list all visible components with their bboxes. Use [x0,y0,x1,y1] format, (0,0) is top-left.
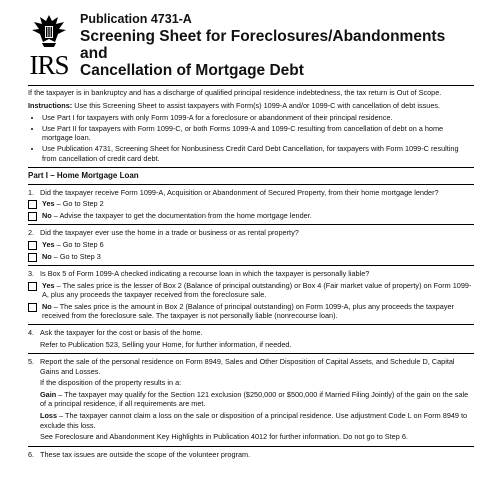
header-rule [28,85,474,86]
page-title [80,28,475,79]
step-text: Refer to Publication 523, Selling your Home, for further information, if needed. [40,339,292,349]
option-yes [28,240,474,250]
step-text: Ask the taxpayer for the cost or basis of the home. [40,327,203,337]
yes-label: Yes [42,239,55,249]
yes-text: – Go to Step 2 [54,199,104,209]
no-text: – Advise the taxpayer to get the documentation from the home mortgage lender. [51,211,312,221]
yes-checkbox[interactable] [28,282,37,291]
step-text: These tax issues are outside the scope of the volunteer program. [40,449,251,459]
step-number: 5. [28,357,35,367]
irs-wordmark: IRS [29,50,69,80]
yes-text: – The sales price is the lesser of Box 2 (Balance of principal outstanding) or Box 4 (Fair market value of property) on Form 1099-A, plus any proceeds the taxpayer received from the foreclosure sale. [42,280,472,300]
step-text: See Foreclosure and Abandonment Key Highlights in Publication 4012 for further information. Do not go to Step 6. [40,432,408,442]
no-checkbox[interactable] [28,303,37,312]
option-yes [28,281,474,300]
no-checkbox[interactable] [28,253,37,262]
instructions [28,101,474,111]
step-number: 4. [28,327,35,337]
step-2 [28,225,474,266]
option-no [28,211,474,221]
no-label: No [42,301,52,311]
yes-text: – Go to Step 6 [54,239,104,249]
irs-logo [28,12,70,78]
title-line-2: Cancellation of Mortgage Debt [80,62,304,79]
title-line-1: Screening Sheet for Foreclosures/Abandonments and [80,28,446,62]
yes-label: Yes [42,280,55,290]
step-1 [28,185,474,226]
yes-checkbox[interactable] [28,241,37,250]
option-yes [28,199,474,209]
loss-text [40,411,474,430]
list-item: • Use Part I for taxpayers with only Form 1099-A for a foreclosure or abandonment of their principal residence. [42,113,474,123]
no-text: – Go to Step 3 [51,251,101,261]
option-no [28,252,474,262]
instructions-label: Instructions: [28,100,73,110]
instructions-list [28,113,474,163]
step-text: If the disposition of the property results in a: [40,378,182,388]
step-number: 3. [28,268,35,278]
publication-number: Publication 4731-A [80,12,192,26]
intro-text: If the taxpayer is in bankruptcy and has a discharge of qualified principal residence indebtedness, the tax return is Out of Scope. [28,88,442,97]
no-label: No [42,251,52,261]
step-number: 6. [28,449,35,459]
step-3 [28,266,474,325]
loss-body: – The taxpayer cannot claim a loss on the sale or disposition of a principal residence. Use adjustment Code L on Form 8949 to exclude this loss. [40,411,468,430]
list-item: • Use Part II for taxpayers with Form 1099-C, or both Forms 1099-A and 1099-C resulting from cancellation of debt on a home mortgage loan. [42,124,474,143]
no-text: – The sales price is the amount in Box 2 (Balance of principal outstanding) on Form 1099-A, plus any proceeds the taxpayer received from the foreclosure sale. The taxpayer is not personally liable (nonrecourse loan). [42,301,454,321]
step-5 [28,354,474,447]
no-label: No [42,211,52,221]
header [0,4,480,88]
no-checkbox[interactable] [28,212,37,221]
part1-heading: Part I – Home Mortgage Loan [28,167,474,185]
gain-label: Gain [40,389,57,399]
gain-body: – The taxpayer may qualify for the Section 121 exclusion ($250,000 or $500,000 if Married Filing Jointly) of the gain on the sale of a principal residence, if all requirements are met. [40,389,469,409]
option-no [28,302,474,321]
content [28,85,474,461]
instructions-text: Use this Screening Sheet to assist taxpayers with Form(s) 1099-A and/or 1099-C with cancellation of debt issues. [72,100,441,110]
list-item: • Use Publication 4731, Screening Sheet for Nonbusiness Credit Card Debt Cancellation, for taxpayers with Form 1099-C resulting from cancellation of credit card debt. [42,144,474,163]
step-question: Is Box 5 of Form 1099-A checked indicating a recourse loan in which the taxpayer is personally liable? [40,268,370,278]
step-4 [28,325,474,354]
eagle-icon [28,12,70,52]
step-6 [28,447,474,462]
step-number: 2. [28,228,35,238]
loss-label: Loss [40,411,58,421]
gain-text [40,390,474,409]
step-question: Did the taxpayer ever use the home in a trade or business or as rental property? [40,228,299,238]
yes-label: Yes [42,199,55,209]
step-number: 1. [28,187,35,197]
yes-checkbox[interactable] [28,200,37,209]
step-text: Report the sale of the personal residence on Form 8949, Sales and Other Disposition of Capital Assets, and Schedule D, Capital Gains and Losses. [40,357,455,376]
step-question: Did the taxpayer receive Form 1099-A, Acquisition or Abandonment of Secured Property, from their home mortgage lender? [40,187,439,197]
